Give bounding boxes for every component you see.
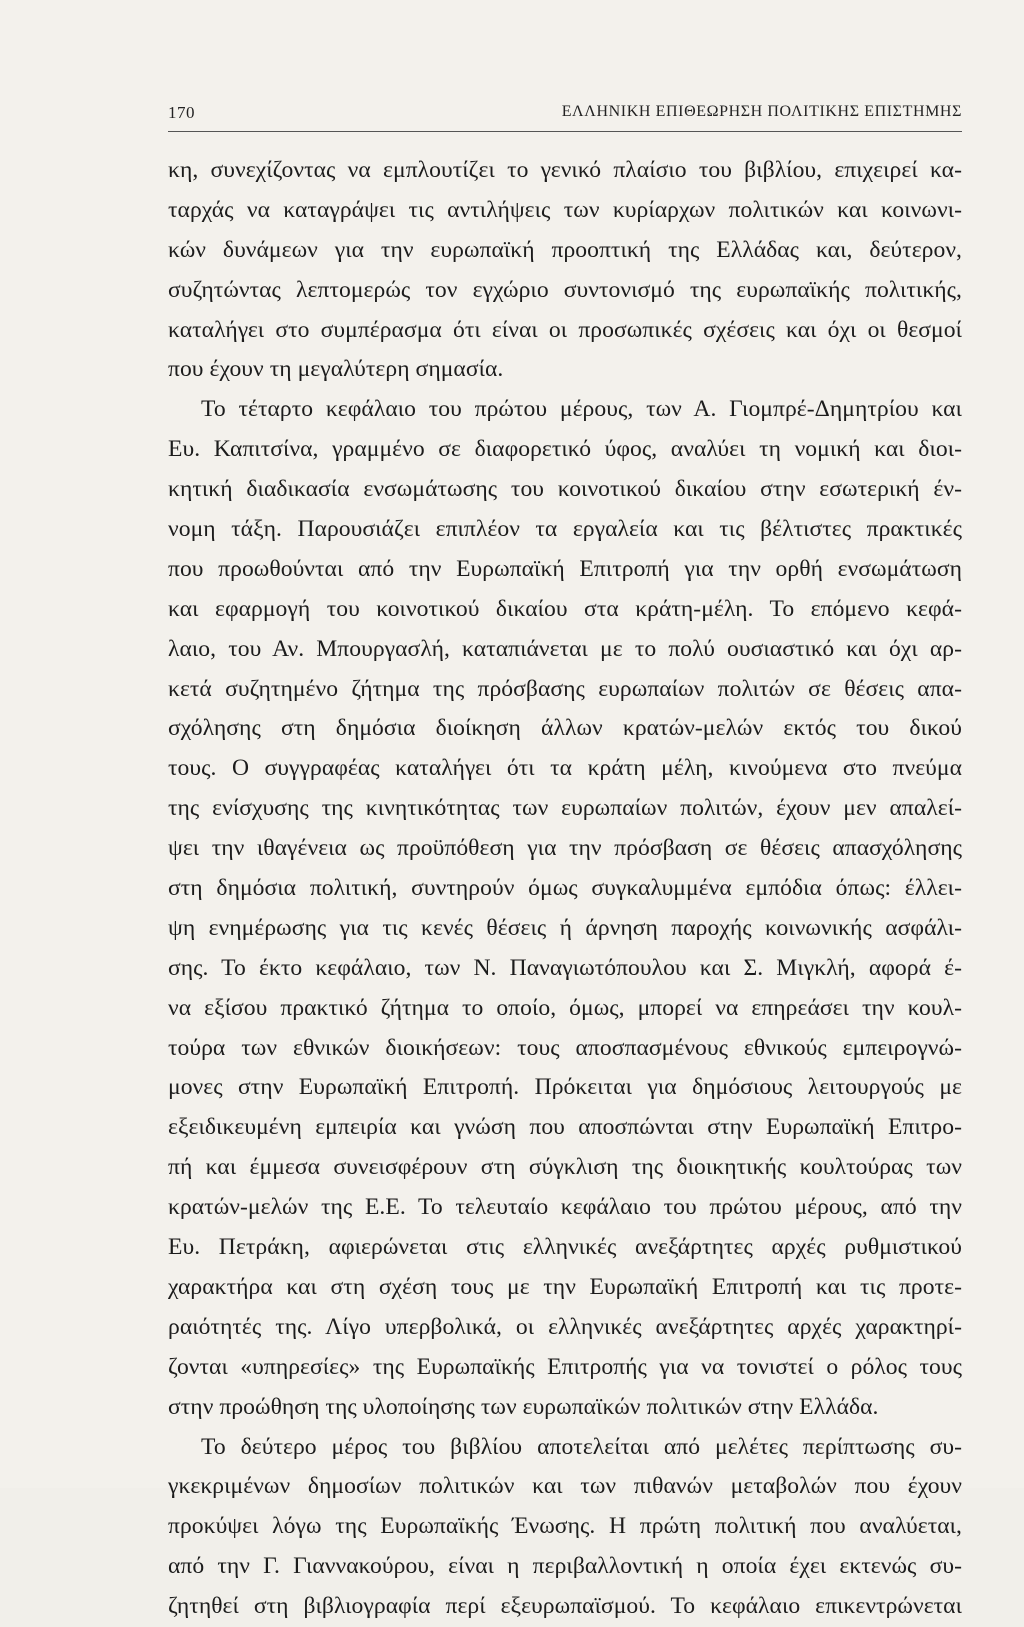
- text-line: προκύψει λόγω της Ευρωπαϊκής Ένωσης. Η πρώτη πολιτική που αναλύεται,: [168, 1513, 962, 1540]
- text-line: εξειδικευμένη εμπειρία και γνώση που αποσπώνται στην Ευρωπαϊκή Επιτρο-: [168, 1114, 962, 1141]
- text-line: σχόλησης στη δημόσια διοίκηση άλλων κρατών-μελών εκτός του δικού: [168, 715, 962, 742]
- text-line: ζητηθεί στη βιβλιογραφία περί εξευρωπαϊσμού. Το κεφάλαιο επικεντρώνεται: [168, 1593, 962, 1620]
- text-line: τους. Ο συγγραφέας καταλήγει ότι τα κράτη μέλη, κινούμενα στο πνεύμα: [168, 755, 962, 782]
- text-line: Το τέταρτο κεφάλαιο του πρώτου μέρους, των Α. Γιομπρέ-Δημητρίου και: [201, 396, 962, 423]
- text-line: πή και έμμεσα συνεισφέρουν στη σύγκλιση της διοικητικής κουλτούρας των: [168, 1154, 962, 1181]
- running-header: [168, 103, 962, 131]
- text-line: ψει την ιθαγένεια ως προϋπόθεση για την πρόσβαση σε θέσεις απασχόλησης: [168, 835, 962, 862]
- page-number: 170: [168, 103, 195, 122]
- text-line: που προωθούνται από την Ευρωπαϊκή Επιτροπή για την ορθή ενσωμάτωση: [168, 555, 962, 582]
- text-line: κετά συζητημένο ζήτημα της πρόσβασης ευρωπαίων πολιτών σε θέσεις απα-: [168, 675, 962, 702]
- text-line: κρατών-μελών της Ε.Ε. Το τελευταίο κεφάλαιο του πρώτου μέρους, από την: [168, 1194, 962, 1221]
- text-line: και εφαρμογή του κοινοτικού δικαίου στα κράτη-μέλη. Το επόμενο κεφά-: [168, 595, 962, 622]
- text-line: ψη ενημέρωσης για τις κενές θέσεις ή άρνηση παροχής κοινωνικής ασφάλι-: [168, 914, 962, 941]
- text-line: να εξίσου πρακτικό ζήτημα το οποίο, όμως, μπορεί να επηρεάσει την κουλ-: [168, 994, 962, 1021]
- text-line: στη δημόσια πολιτική, συντηρούν όμως συγκαλυμμένα εμπόδια όπως: έλλει-: [168, 875, 962, 902]
- text-line: χαρακτήρα και στη σχέση τους με την Ευρωπαϊκή Επιτροπή και τις προτε-: [168, 1273, 962, 1300]
- text-line: ταρχάς να καταγράψει τις αντιλήψεις των κυρίαρχων πολιτικών και κοινωνι-: [168, 196, 962, 223]
- text-line: ζονται «υπηρεσίες» της Ευρωπαϊκής Επιτροπής για να τονιστεί ο ρόλος τους: [168, 1353, 962, 1380]
- text-line: καταλήγει στο συμπέρασμα ότι είναι οι προσωπικές σχέσεις και όχι οι θεσμοί: [168, 316, 962, 343]
- journal-title: ΕΛΛΗΝΙΚΗ ΕΠΙΘΕΩΡΗΣΗ ΠΟΛΙΤΙΚΗΣ ΕΠΙΣΤΗΜΗΣ: [561, 103, 962, 120]
- text-line: κη, συνεχίζοντας να εμπλουτίζει το γενικό πλαίσιο του βιβλίου, επιχειρεί κα-: [168, 157, 962, 183]
- text-line: τούρα των εθνικών διοικήσεων: τους αποσπασμένους εθνικούς εμπειρογνώ-: [168, 1034, 962, 1061]
- text-line: γκεκριμένων δημοσίων πολιτικών και των πιθανών μεταβολών που έχουν: [168, 1473, 962, 1500]
- text-line: Ευ. Πετράκη, αφιερώνεται στις ελληνικές ανεξάρτητες αρχές ρυθμιστικού: [168, 1234, 962, 1261]
- text-line: Το δεύτερο μέρος του βιβλίου αποτελείται από μελέτες περίπτωσης συ-: [201, 1433, 962, 1460]
- text-line: ραιότητές της. Λίγο υπερβολικά, οι ελληνικές ανεξάρτητες αρχές χαρακτηρί-: [168, 1313, 962, 1340]
- text-line: νομη τάξη. Παρουσιάζει επιπλέον τα εργαλεία και τις βέλτιστες πρακτικές: [168, 516, 962, 543]
- text-line: της ενίσχυσης της κινητικότητας των ευρωπαίων πολιτών, έχουν μεν απαλεί-: [168, 795, 962, 822]
- body-text: [168, 151, 962, 1627]
- header-rule: [168, 131, 962, 132]
- text-line: Ευ. Καπιτσίνα, γραμμένο σε διαφορετικό ύφος, αναλύει τη νομική και διοι-: [168, 436, 962, 463]
- text-line: μονες στην Ευρωπαϊκή Επιτροπή. Πρόκειται για δημόσιους λειτουργούς με: [168, 1074, 962, 1101]
- text-line: στην προώθηση της υλοποίησης των ευρωπαϊκών πολιτικών στην Ελλάδα.: [168, 1393, 879, 1420]
- text-line: σης. Το έκτο κεφάλαιο, των Ν. Παναγιωτόπουλου και Σ. Μιγκλή, αφορά έ-: [168, 954, 962, 981]
- text-line: κών δυνάμεων για την ευρωπαϊκή προοπτική της Ελλάδας και, δεύτερον,: [168, 236, 962, 263]
- text-line: από την Γ. Γιαννακούρου, είναι η περιβαλλοντική η οποία έχει εκτενώς συ-: [168, 1553, 962, 1580]
- text-line: που έχουν τη μεγαλύτερη σημασία.: [168, 356, 504, 383]
- text-line: λαιο, του Αν. Μπουργασλή, καταπιάνεται με το πολύ ουσιαστικό και όχι αρ-: [168, 635, 962, 662]
- text-line: κητική διαδικασία ενσωμάτωσης του κοινοτικού δικαίου στην εσωτερική έν-: [168, 476, 962, 503]
- text-line: συζητώντας λεπτομερώς τον εγχώριο συντονισμό της ευρωπαϊκής πολιτικής,: [168, 276, 962, 303]
